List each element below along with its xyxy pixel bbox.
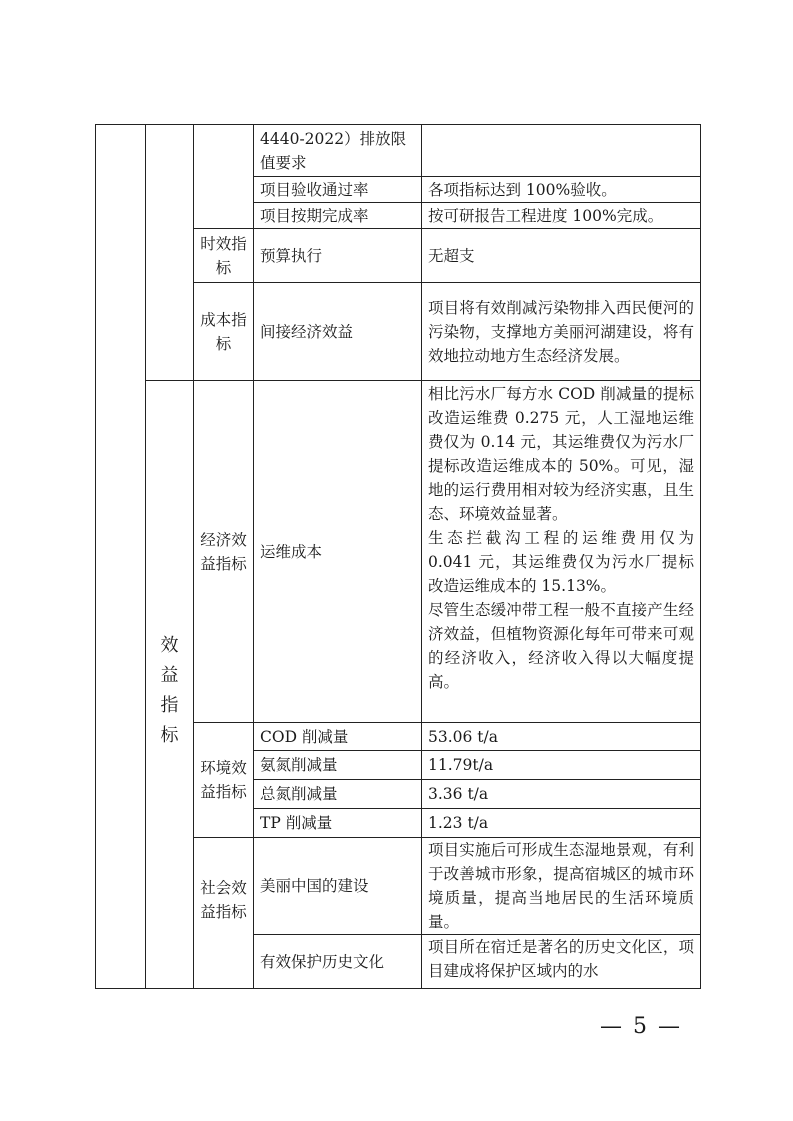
value-cell: 项目将有效削减污染物排入西民便河的污染物，支撑地方美丽河湖建设，将有效地拉动地方生态经济发展。 <box>422 283 701 381</box>
value-cell: 53.06 t/a <box>422 723 701 751</box>
table-row <box>96 125 701 177</box>
paragraph: 尽管生态缓冲带工程一般不直接产生经济效益，但植物资源化每年可带来可观的经济收入，经济收入得以大幅度提高。 <box>428 601 694 691</box>
category-cost-cell: 成本指标 <box>194 283 254 381</box>
indicator-cell: 美丽中国的建设 <box>254 838 422 935</box>
value-cell: 按可研报告工程进度 100%完成。 <box>422 203 701 229</box>
page-number: — 5 — <box>600 1014 682 1039</box>
indicator-cell: 间接经济效益 <box>254 283 422 381</box>
value-cell: 1.23 t/a <box>422 809 701 838</box>
level2-output-cell <box>146 125 194 381</box>
value-cell: 无超支 <box>422 229 701 283</box>
indicator-cell: 预算执行 <box>254 229 422 283</box>
level1-cell <box>96 125 146 989</box>
indicator-cell: 氨氮削减量 <box>254 751 422 780</box>
value-cell <box>422 125 701 177</box>
value-cell: 各项指标达到 100%验收。 <box>422 177 701 203</box>
category-social-cell: 社会效益指标 <box>194 838 254 989</box>
indicator-cell: 项目按期完成率 <box>254 203 422 229</box>
value-cell <box>422 381 701 723</box>
indicator-cell: 有效保护历史文化 <box>254 935 422 989</box>
table-row <box>96 381 701 723</box>
value-cell: 3.36 t/a <box>422 780 701 809</box>
level2-benefit-cell: 效益指标 <box>146 381 194 989</box>
performance-indicator-table <box>95 124 701 989</box>
value-cell: 项目实施后可形成生态湿地景观，有利于改善城市形象，提高宿城区的城市环境质量，提高当地居民的生活环境质量。 <box>422 838 701 935</box>
indicator-cell: 运维成本 <box>254 381 422 723</box>
indicator-cell: TP 削减量 <box>254 809 422 838</box>
category-environment-cell: 环境效益指标 <box>194 723 254 838</box>
indicator-cell: 总氮削减量 <box>254 780 422 809</box>
indicator-cell: 4440-2022）排放限值要求 <box>254 125 422 177</box>
category-quality-cell <box>194 125 254 229</box>
paragraph: 相比污水厂每方水 COD 削减量的提标改造运维费 0.275 元，人工湿地运维费仅为 0.14 元，其运维费仅为污水厂提标改造运维成本的 50%。可见，湿地的运行费用相对较为经济实惠，且生态、环境效益显著。 <box>428 385 694 523</box>
value-cell: 项目所在宿迁是著名的历史文化区，项目建成将保护区域内的水 <box>422 935 701 989</box>
paragraph: 生态拦截沟工程的运维费用仅为 0.041 元，其运维费仅为污水厂提标改造运维成本的 15.13%。 <box>428 529 694 595</box>
value-cell: 11.79t/a <box>422 751 701 780</box>
indicator-cell: 项目验收通过率 <box>254 177 422 203</box>
category-timeliness-cell: 时效指标 <box>194 229 254 283</box>
category-economic-cell: 经济效益指标 <box>194 381 254 723</box>
indicator-cell: COD 削减量 <box>254 723 422 751</box>
